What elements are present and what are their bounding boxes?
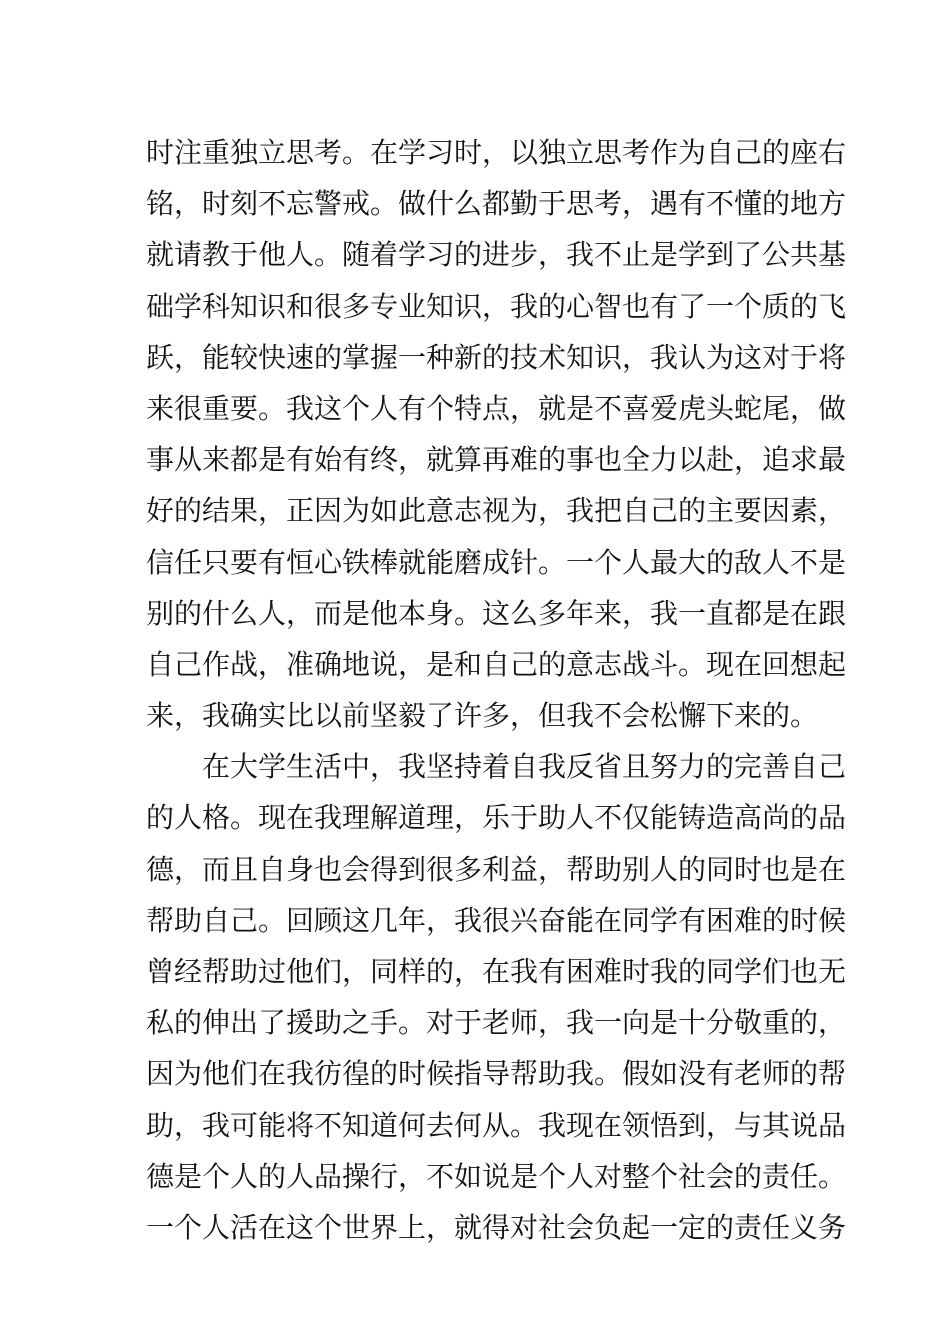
text-line: 好的结果，正因为如此意志视为，我把自己的主要因素， [146,494,847,528]
text-line: 帮助自己。回顾这几年，我很兴奋能在同学有困难的时候 [146,903,847,937]
text-line: 来，我确实比以前坚毅了许多，但我不会松懈下来的。 [146,699,819,733]
text-line: 助，我可能将不知道何去何从。我现在领悟到，与其说品 [146,1108,847,1142]
text-line: 事从来都是有始有终，就算再难的事也全力以赴，追求最 [146,443,847,477]
text-line: 因为他们在我彷徨的时候指导帮助我。假如没有老师的帮 [146,1057,847,1091]
text-line: 自己作战，准确地说，是和自己的意志战斗。现在回想起 [146,647,847,681]
text-line: 私的伸出了援助之手。对于老师，我一向是十分敬重的， [146,1006,847,1040]
text-line: 曾经帮助过他们，同样的，在我有困难时我的同学们也无 [146,955,847,988]
text-line: 时注重独立思考。在学习时，以独立思考作为自己的座右 [146,136,847,169]
text-line: 来很重要。我这个人有个特点，就是不喜爱虎头蛇尾，做 [146,391,847,425]
text-line: 一个人活在这个世界上，就得对社会负起一定的责任义务 [146,1210,847,1244]
text-line: 德，而且自身也会得到很多利益，帮助别人的同时也是在 [146,852,847,886]
text-line: 的人格。现在我理解道理，乐于助人不仅能铸造高尚的品 [146,801,847,835]
text-line: 就请教于他人。随着学习的进步，我不止是学到了公共基 [146,238,847,272]
text-line: 铭，时刻不忘警戒。做什么都勤于思考，遇有不懂的地方 [146,187,847,221]
paragraph-first-line: 在大学生活中，我坚持着自我反省且努力的完善自己 [202,750,847,784]
text-line: 德是个人的人品操行，不如说是个人对整个社会的责任。 [146,1159,847,1193]
text-line: 础学科知识和很多专业知识，我的心智也有了一个质的飞 [146,289,847,323]
text-line: 信任只要有恒心铁棒就能磨成针。一个人最大的敌人不是 [146,545,847,579]
text-line: 跃，能较快速的掌握一种新的技术知识，我认为这对于将 [146,340,847,374]
text-line: 别的什么人，而是他本身。这么多年来，我一直都是在跟 [146,596,847,630]
document-body [146,127,846,1253]
